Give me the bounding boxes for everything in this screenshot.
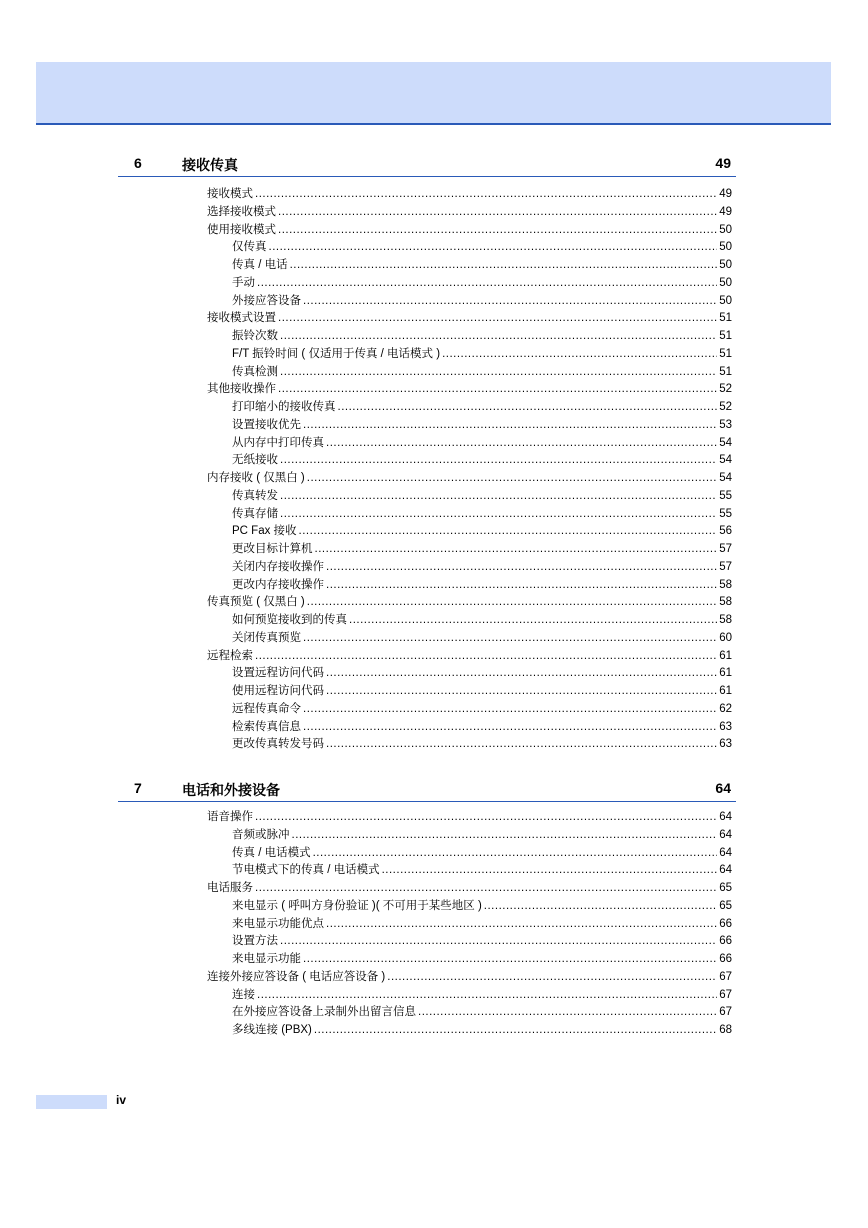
dot-leader (307, 594, 717, 611)
toc-subsection-entry[interactable] (232, 898, 732, 915)
dot-leader (349, 612, 717, 629)
dot-leader (314, 1022, 717, 1039)
toc-subsection-entry[interactable] (232, 665, 732, 682)
dot-leader (278, 222, 717, 239)
chapter-title: 电话和外接设备 (182, 782, 280, 798)
toc-entry-page-number: 51 (719, 366, 732, 378)
toc-subsection-entry[interactable] (232, 328, 732, 345)
toc-entry-label: 外接应答设备 (232, 295, 301, 307)
toc-entry-label: 来电显示功能优点 (232, 918, 324, 930)
toc-subsection-entry[interactable] (232, 933, 732, 950)
header-rule (36, 123, 831, 125)
chapter-number: 7 (134, 780, 142, 796)
toc-entry-label: 仅传真 (232, 241, 267, 253)
toc-subsection-entry[interactable] (232, 541, 732, 558)
toc-section-entry[interactable] (207, 594, 732, 611)
toc-entry-label: 使用接收模式 (207, 224, 276, 236)
toc-entry-page-number: 50 (719, 241, 732, 253)
dot-leader (303, 293, 717, 310)
toc-subsection-entry[interactable] (232, 683, 732, 700)
toc-subsection-entry[interactable] (232, 559, 732, 576)
toc-entry-label: 传真预览 ( 仅黑白 ) (207, 596, 305, 608)
dot-leader (290, 257, 718, 274)
toc-entry-label: 手动 (232, 277, 255, 289)
toc-entry-label: 远程传真命令 (232, 703, 301, 715)
toc-entry-label: 如何预览接收到的传真 (232, 614, 347, 626)
toc-entry-page-number: 66 (719, 953, 732, 965)
toc-subsection-entry[interactable] (232, 701, 732, 718)
toc-entry-page-number: 67 (719, 1006, 732, 1018)
dot-leader (326, 665, 717, 682)
toc-entry-label: 语音操作 (207, 811, 253, 823)
toc-entry-page-number: 55 (719, 508, 732, 520)
dot-leader (326, 916, 717, 933)
toc-entry-page-number: 63 (719, 738, 732, 750)
toc-subsection-entry[interactable] (232, 630, 732, 647)
toc-entry-page-number: 61 (719, 667, 732, 679)
toc-subsection-entry[interactable] (232, 488, 732, 505)
dot-leader (280, 364, 717, 381)
dot-leader (278, 310, 717, 327)
toc-subsection-entry[interactable] (232, 987, 732, 1004)
chapter-number: 6 (134, 155, 142, 171)
toc-entry-page-number: 64 (719, 829, 732, 841)
dot-leader (280, 506, 717, 523)
toc-entry-page-number: 65 (719, 900, 732, 912)
toc-entry-page-number: 57 (719, 543, 732, 555)
toc-entry-label: 连接外接应答设备 ( 电话应答设备 ) (207, 971, 386, 983)
toc-subsection-entry[interactable] (232, 452, 732, 469)
toc-entry-label: 设置接收优先 (232, 419, 301, 431)
toc-entry-label: 关闭传真预览 (232, 632, 301, 644)
toc-subsection-entry[interactable] (232, 1022, 732, 1039)
toc-entry-page-number: 50 (719, 277, 732, 289)
toc-entry-page-number: 58 (719, 579, 732, 591)
dot-leader (257, 275, 717, 292)
toc-entry-label: 其他接收操作 (207, 383, 276, 395)
dot-leader (257, 987, 717, 1004)
dot-leader (387, 969, 717, 986)
toc-subsection-entry[interactable] (232, 346, 732, 363)
toc-entry-page-number: 66 (719, 935, 732, 947)
toc-entry-page-number: 52 (719, 383, 732, 395)
toc-entry-label: 来电显示 ( 呼叫方身份验证 )( 不可用于某些地区 ) (232, 900, 482, 912)
toc-entry-page-number: 51 (719, 330, 732, 342)
toc-entry-label: 接收模式 (207, 188, 253, 200)
toc-section-entry[interactable] (207, 470, 732, 487)
toc-entry-label: 关闭内存接收操作 (232, 561, 324, 573)
chapter-heading[interactable] (118, 152, 736, 177)
dot-leader (326, 683, 717, 700)
dot-leader (280, 328, 717, 345)
dot-leader (280, 452, 717, 469)
toc-entry-page-number: 61 (719, 685, 732, 697)
toc-entry-label: 使用远程访问代码 (232, 685, 324, 697)
toc-entry-page-number: 61 (719, 650, 732, 662)
toc-entry-page-number: 66 (719, 918, 732, 930)
toc-entry-page-number: 58 (719, 614, 732, 626)
toc-entry-label: 传真 / 电话模式 (232, 847, 311, 859)
footer-page-number: iv (116, 1093, 127, 1107)
toc-entry-label: 多线连接 (PBX) (232, 1024, 312, 1036)
toc-entry-label: 更改目标计算机 (232, 543, 313, 555)
toc-entry-page-number: 49 (719, 206, 732, 218)
toc-entry-page-number: 55 (719, 490, 732, 502)
toc-entry-page-number: 67 (719, 971, 732, 983)
toc-subsection-entry[interactable] (232, 862, 732, 879)
chapter-page-number: 64 (715, 780, 731, 796)
toc-subsection-entry[interactable] (232, 719, 732, 736)
dot-leader (292, 827, 718, 844)
dot-leader (278, 381, 717, 398)
footer-tab (36, 1095, 107, 1109)
dot-leader (269, 239, 718, 256)
toc-subsection-entry[interactable] (232, 916, 732, 933)
toc-section-entry[interactable] (207, 648, 732, 665)
toc-subsection-entry[interactable] (232, 612, 732, 629)
toc-subsection-entry[interactable] (232, 399, 732, 416)
toc-entry-label: 更改内存接收操作 (232, 579, 324, 591)
toc-entry-label: 节电模式下的传真 / 电话模式 (232, 864, 380, 876)
toc-subsection-entry[interactable] (232, 417, 732, 434)
toc-entry-page-number: 50 (719, 295, 732, 307)
toc-entry-page-number: 63 (719, 721, 732, 733)
toc-entry-page-number: 51 (719, 348, 732, 360)
toc-entry-page-number: 51 (719, 312, 732, 324)
toc-entry-page-number: 68 (719, 1024, 732, 1036)
dot-leader (382, 862, 718, 879)
toc-subsection-entry[interactable] (232, 1004, 732, 1021)
toc-entry-page-number: 60 (719, 632, 732, 644)
toc-section-entry[interactable] (207, 310, 732, 327)
toc-subsection-entry[interactable] (232, 523, 732, 540)
toc-entry-label: 连接 (232, 989, 255, 1001)
toc-subsection-entry[interactable] (232, 257, 732, 274)
toc-entry-page-number: 58 (719, 596, 732, 608)
toc-entry-label: 检索传真信息 (232, 721, 301, 733)
toc-entry-page-number: 56 (719, 525, 732, 537)
dot-leader (326, 736, 717, 753)
toc-entry-page-number: 64 (719, 811, 732, 823)
dot-leader (326, 577, 717, 594)
toc-subsection-entry[interactable] (232, 506, 732, 523)
toc-entry-label: 振铃次数 (232, 330, 278, 342)
dot-leader (326, 559, 717, 576)
toc-entry-label: 从内存中打印传真 (232, 437, 324, 449)
toc-subsection-entry[interactable] (232, 435, 732, 452)
toc-entry-label: 接收模式设置 (207, 312, 276, 324)
chapter-page-number: 49 (715, 155, 731, 171)
dot-leader (278, 204, 717, 221)
toc-entry-label: F/T 振铃时间 ( 仅适用于传真 / 电话模式 ) (232, 348, 441, 360)
toc-entry-label: 音频或脉冲 (232, 829, 290, 841)
toc-entry-label: 选择接收模式 (207, 206, 276, 218)
toc-entry-label: 传真存储 (232, 508, 278, 520)
dot-leader (303, 951, 717, 968)
toc-subsection-entry[interactable] (232, 736, 732, 753)
toc-subsection-entry[interactable] (232, 364, 732, 381)
toc-entry-label: PC Fax 接收 (232, 525, 297, 537)
toc-entry-label: 更改传真转发号码 (232, 738, 324, 750)
dot-leader (326, 435, 717, 452)
toc-entry-label: 无纸接收 (232, 454, 278, 466)
toc-entry-label: 传真转发 (232, 490, 278, 502)
dot-leader (303, 701, 717, 718)
toc-section-entry[interactable] (207, 969, 732, 986)
toc-section-entry[interactable] (207, 222, 732, 239)
dot-leader (255, 648, 717, 665)
toc-subsection-entry[interactable] (232, 293, 732, 310)
toc-entry-page-number: 50 (719, 259, 732, 271)
dot-leader (442, 346, 717, 363)
toc-entry-label: 设置远程访问代码 (232, 667, 324, 679)
toc-section-entry[interactable] (207, 880, 732, 897)
toc-subsection-entry[interactable] (232, 951, 732, 968)
dot-leader (315, 541, 718, 558)
toc-section-entry[interactable] (207, 186, 732, 203)
toc-subsection-entry[interactable] (232, 239, 732, 256)
toc-entry-page-number: 64 (719, 864, 732, 876)
toc-entry-label: 内存接收 ( 仅黑白 ) (207, 472, 305, 484)
toc-entry-page-number: 57 (719, 561, 732, 573)
toc-subsection-entry[interactable] (232, 275, 732, 292)
toc-entry-page-number: 52 (719, 401, 732, 413)
toc-entry-label: 传真 / 电话 (232, 259, 288, 271)
toc-entry-page-number: 54 (719, 437, 732, 449)
dot-leader (280, 933, 717, 950)
dot-leader (418, 1004, 717, 1021)
dot-leader (303, 417, 717, 434)
chapter-heading[interactable] (118, 777, 736, 802)
dot-leader (303, 719, 717, 736)
dot-leader (338, 399, 718, 416)
toc-entry-label: 打印缩小的接收传真 (232, 401, 336, 413)
toc-entry-label: 来电显示功能 (232, 953, 301, 965)
toc-entry-page-number: 65 (719, 882, 732, 894)
dot-leader (303, 630, 717, 647)
toc-section-entry[interactable] (207, 204, 732, 221)
toc-entry-page-number: 49 (719, 188, 732, 200)
toc-entry-label: 设置方法 (232, 935, 278, 947)
dot-leader (299, 523, 718, 540)
dot-leader (280, 488, 717, 505)
toc-entry-label: 电话服务 (207, 882, 253, 894)
toc-section-entry[interactable] (207, 381, 732, 398)
toc-entry-page-number: 53 (719, 419, 732, 431)
chapter-title: 接收传真 (182, 157, 238, 173)
toc-entry-page-number: 54 (719, 472, 732, 484)
toc-entry-page-number: 67 (719, 989, 732, 1001)
toc-entry-page-number: 64 (719, 847, 732, 859)
header-band (36, 62, 831, 123)
toc-entry-page-number: 50 (719, 224, 732, 236)
toc-subsection-entry[interactable] (232, 827, 732, 844)
toc-subsection-entry[interactable] (232, 577, 732, 594)
toc-entry-label: 在外接应答设备上录制外出留言信息 (232, 1006, 416, 1018)
dot-leader (313, 845, 718, 862)
toc-entry-page-number: 54 (719, 454, 732, 466)
toc-subsection-entry[interactable] (232, 845, 732, 862)
toc-entry-label: 传真检测 (232, 366, 278, 378)
dot-leader (484, 898, 717, 915)
dot-leader (255, 880, 717, 897)
dot-leader (255, 809, 717, 826)
dot-leader (255, 186, 717, 203)
toc-entry-page-number: 62 (719, 703, 732, 715)
dot-leader (307, 470, 717, 487)
toc-section-entry[interactable] (207, 809, 732, 826)
toc-entry-label: 远程检索 (207, 650, 253, 662)
